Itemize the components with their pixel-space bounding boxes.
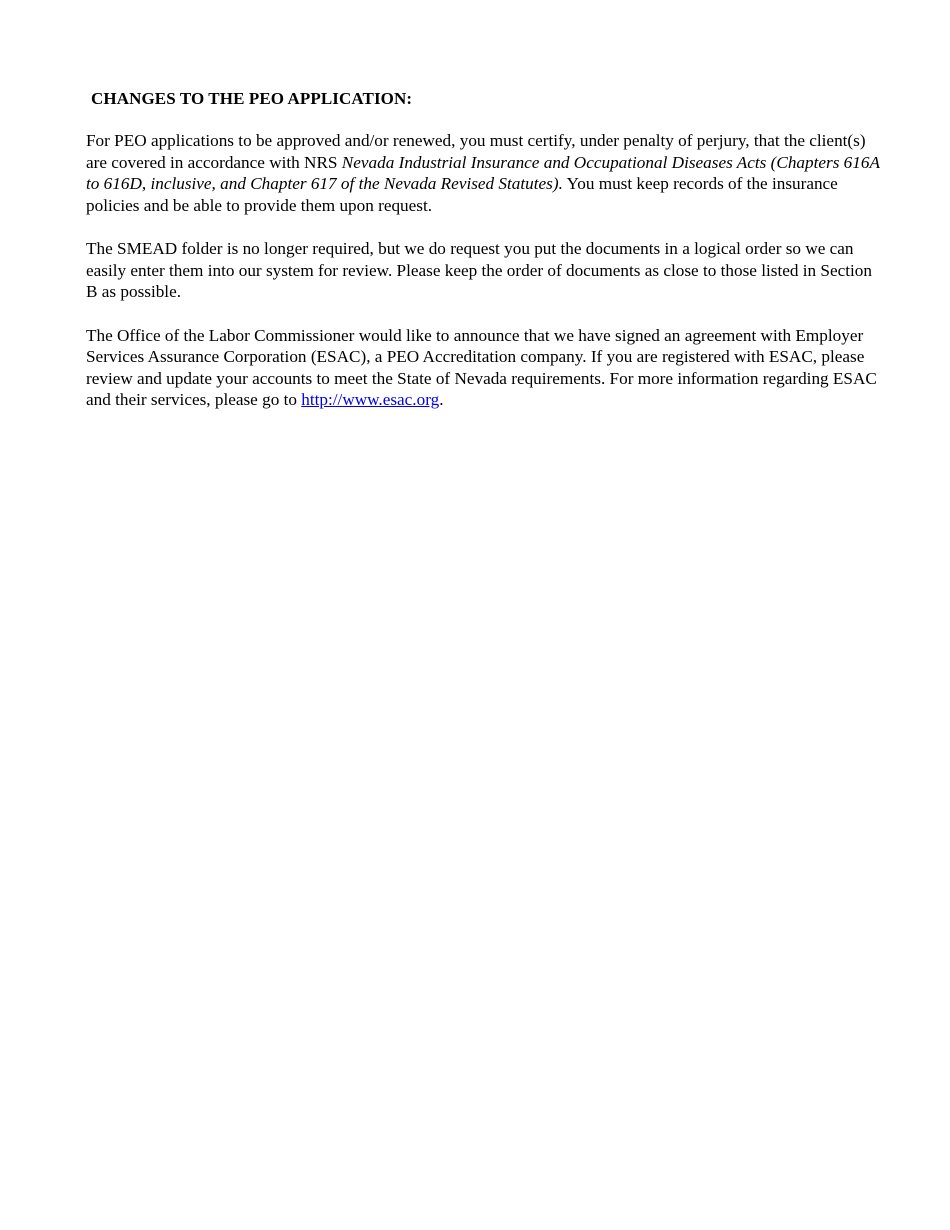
document-page: [86, 88, 886, 411]
statute-citation: Nevada Industrial Insurance and Occupational Diseases Acts (Chapters 616A to 616D, inclusive, and Chapter 617 of the Nevada Revised Statutes).: [86, 152, 880, 193]
paragraph-certification-text: For PEO applications to be approved and/or renewed, you must certify, under penalty of perjury, that the client(s) are covered in accordance with NRS: [86, 131, 866, 172]
section-heading: CHANGES TO THE PEO APPLICATION:: [91, 89, 413, 108]
paragraph-certification-tail: You must keep records of the insurance policies and be able to provide them upon request.: [86, 174, 838, 215]
paragraph-esac-announcement: [86, 325, 886, 411]
paragraph-certification: [86, 130, 886, 216]
paragraph-esac-tail: .: [439, 390, 444, 409]
paragraph-esac-text: The Office of the Labor Commissioner would like to announce that we have signed an agreement with Employer Services Assurance Corporation (ESAC), a PEO Accreditation company. If you are registered with ESAC, please review and update your accounts to meet the State of Nevada requirements. For more information regarding ESAC and their services, please go to: [86, 325, 877, 409]
esac-link[interactable]: http://www.esac.org: [301, 390, 440, 409]
paragraph-smead-folder: The SMEAD folder is no longer required, but we do request you put the documents in a logical order so we can easily enter them into our system for review. Please keep the order of documents as close to those listed in Section B as possible.: [86, 239, 872, 301]
